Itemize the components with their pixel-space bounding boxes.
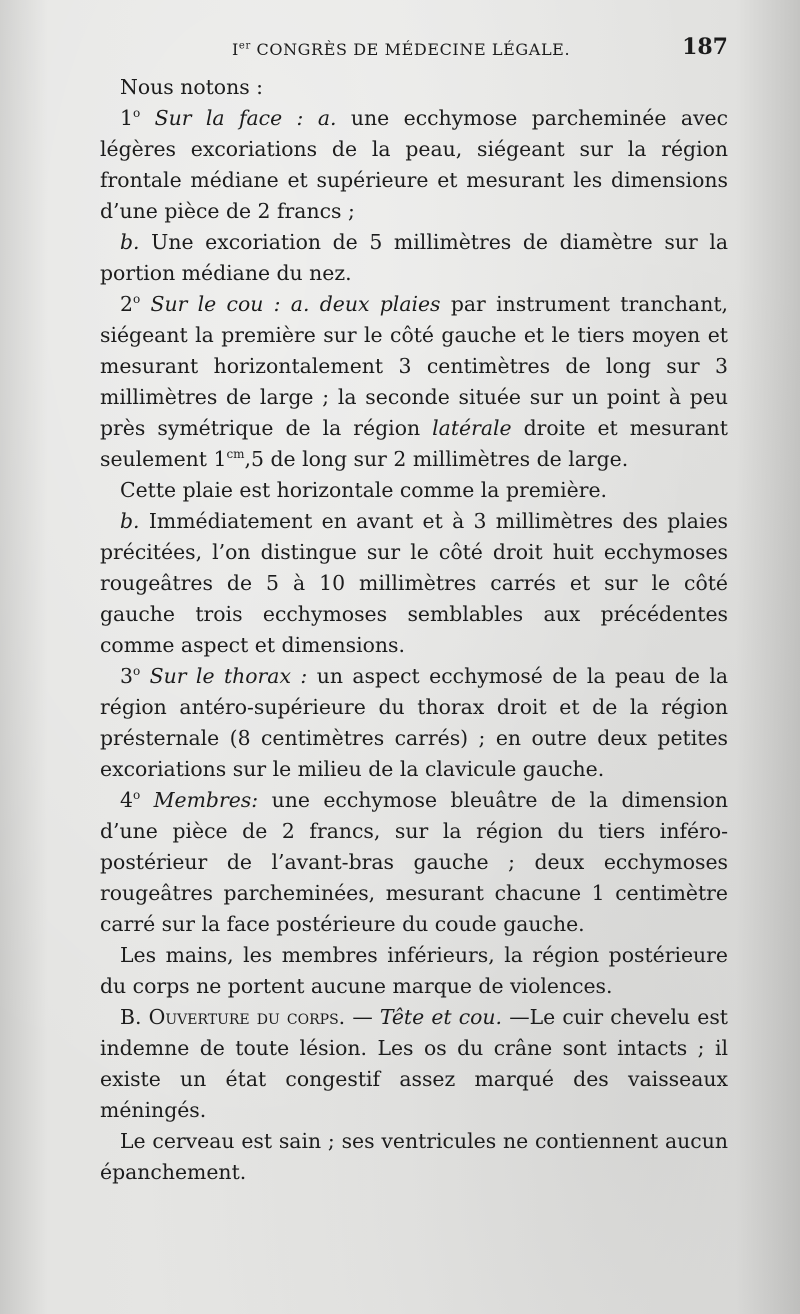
item-label: Sur le thorax : — [149, 664, 308, 688]
body-text — [100, 72, 728, 1188]
paragraph-no-violence: Les mains, les membres inférieurs, la région postérieure du corps ne portent aucune marque de violences. — [100, 943, 728, 998]
paragraph-limbs — [100, 785, 728, 940]
unit-superscript: cm — [226, 447, 245, 462]
paragraph-brain: Le cerveau est sain ; ses ventricules ne contiennent aucun épanchement. — [100, 1129, 728, 1184]
item-number: 3 — [120, 664, 133, 688]
paragraph-neck-a — [100, 289, 728, 475]
item-text: Immédiatement en avant et à 3 millimètres des plaies précitées, l’on distingue sur le côté droit huit ecchymoses rougeâtres de 5 à 10 millimètres carrés et sur le côté gauche trois ecchymoses semblables aux précédentes comme aspect et dimensions. — [100, 509, 728, 657]
item-text: par instrument tranchant, siégeant la première sur le côté gauche et le tiers moyen et mesurant horizontalement 3 centimètres de long sur 3 millimètres de large ; la seconde située sur un point à peu près symétrique de la région — [100, 292, 729, 440]
paragraph-face-a — [100, 103, 728, 227]
running-title — [232, 40, 570, 59]
page-number: 187 — [682, 34, 728, 60]
item-text-end: ,5 de long sur 2 millimètres de large. — [244, 447, 629, 471]
item-number: 1 — [120, 106, 133, 130]
item-label: Sur la face : a. — [154, 106, 337, 130]
ordinal: I — [232, 40, 239, 59]
item-label: Membres: — [153, 788, 259, 812]
degree-mark: o — [132, 788, 141, 803]
item-text: un aspect ecchymosé de la peau de la région antéro-supérieure du thorax droit et de la région présternale (8 centimètres carrés) ; en outre deux petites excoriations sur le milieu de la clavicule gauche. — [100, 664, 729, 781]
degree-mark: o — [132, 664, 141, 679]
item-text: —Le cuir chevelu est indemne de toute lésion. Les os du crâne sont intacts ; il existe un état congestif assez marqué des vaisseaux méningés. — [100, 1005, 729, 1122]
paragraph-autopsy — [100, 1002, 728, 1126]
paragraph-neck-b — [100, 506, 728, 661]
item-label: b. — [120, 509, 140, 533]
item-label: Sur le cou : a. deux plaies — [150, 292, 441, 316]
em-dash: — — [352, 1005, 373, 1029]
degree-mark: o — [132, 292, 141, 307]
title-text: CONGRÈS DE MÉDECINE LÉGALE. — [256, 40, 571, 59]
item-text-continued: droite et mesurant seulement 1 — [100, 416, 728, 471]
item-text: Une excoriation de 5 millimètres de diamètre sur la portion médiane du nez. — [100, 230, 728, 285]
paragraph-face-b — [100, 227, 728, 289]
ordinal-superscript: er — [238, 40, 251, 52]
paragraph-neck-note: Cette plaie est horizontale comme la première. — [120, 478, 608, 502]
section-label: B. Ouverture du corps. — [120, 1005, 346, 1029]
degree-mark: o — [132, 106, 141, 121]
paragraph-intro: Nous notons : — [120, 75, 264, 99]
item-number: 4 — [120, 788, 133, 812]
item-text: une ecchymose parcheminée avec légères excoriations de la peau, siégeant sur la région frontale médiane et supérieure et mesurant les dimensions d’une pièce de 2 francs ; — [100, 106, 729, 223]
item-label: b. — [120, 230, 140, 254]
paragraph-thorax — [100, 661, 728, 785]
running-header — [100, 34, 728, 66]
item-number: 2 — [120, 292, 133, 316]
item-text: une ecchymose bleuâtre de la dimension d’une pièce de 2 francs, sur la région du tiers inféro-postérieur de l’avant-bras gauche ; deux ecchymoses rougeâtres parcheminées, mesurant chacune 1 centimètre carré sur la face postérieure du coude gauche. — [100, 788, 729, 936]
italic-word: latérale — [432, 416, 512, 440]
section-subtitle: Tête et cou. — [379, 1005, 503, 1029]
